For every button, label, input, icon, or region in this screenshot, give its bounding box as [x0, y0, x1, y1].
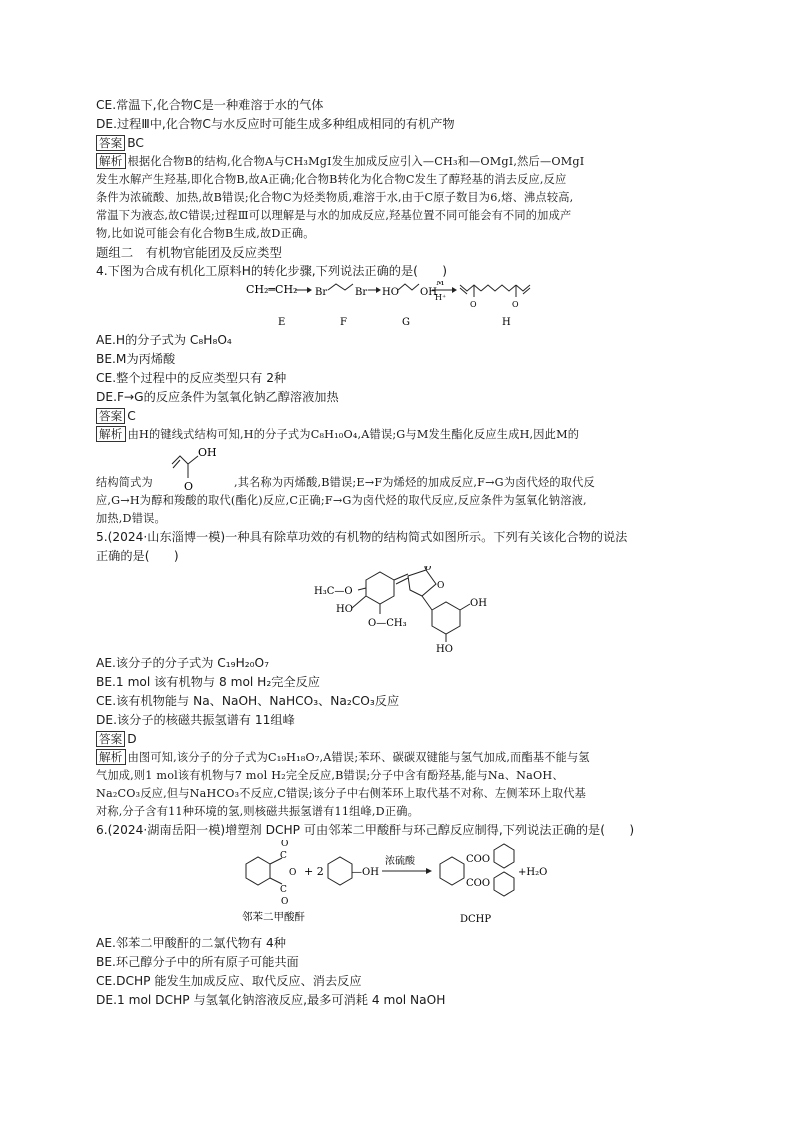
q6-label-anhydride: 邻苯二甲酸酐 — [242, 911, 305, 923]
q4-fig-h-plus: H⁺ — [435, 293, 447, 302]
q4-exp-line: ,其名称为丙烯酸,B错误;E→F为烯烃的加成反应,F→G为卤代烃的取代反 — [234, 476, 595, 489]
benzene-ring-right — [432, 602, 460, 634]
q6-c-top: C — [280, 851, 287, 861]
q6-option-d: DE.1 mol DCHP 与氢氧化钠溶液反应,最多可消耗 4 mol NaOH — [96, 993, 446, 1007]
bond-line — [270, 878, 282, 884]
q4-reaction-figure — [96, 281, 700, 331]
answer-tag: 答案 — [96, 731, 125, 747]
q6-water: +H₂O — [518, 867, 548, 878]
q6-coo-top: COO — [466, 854, 491, 865]
q5-ho-bottom: HO — [436, 644, 453, 654]
q4-answer-line — [96, 407, 700, 426]
q4-fig-o: O — [470, 300, 477, 309]
double-bond — [173, 460, 180, 468]
q4-fig-oh: OH — [420, 287, 437, 298]
q4-option-a: AE.H的分子式为 C₈H₈O₄ — [96, 333, 232, 347]
q4-exp-line: 结构简式为 — [96, 476, 153, 489]
q4-explanation — [96, 426, 700, 444]
q6-catalyst: 浓硫酸 — [385, 856, 415, 867]
q5-option-b: BE.1 mol 该有机物与 8 mol H₂完全反应 — [96, 675, 320, 689]
q4-option-d: DE.F→G的反应条件为氢氧化钠乙醇溶液加热 — [96, 390, 339, 404]
q4-explanation-cont — [96, 492, 700, 528]
benzene-ring — [440, 857, 464, 885]
q6-stem: 6.(2024·湖南岳阳一模)增塑剂 DCHP 可由邻苯二甲酸酐与环己醇反应制得,下列说法正确的是( ) — [96, 823, 635, 837]
q4-option-b: BE.M为丙烯酸 — [96, 352, 176, 366]
q5-answer-line — [96, 730, 700, 749]
q4-fig-e-formula: CH₂═CH₂ — [246, 283, 298, 296]
group-heading: 题组二 有机物官能团及反应类型 — [96, 245, 282, 260]
q5-structure-figure — [96, 566, 700, 654]
answer-tag: 答案 — [96, 408, 125, 424]
bond-line — [422, 596, 432, 610]
q6-o-top: O — [281, 840, 289, 849]
q3-exp-line: 根据化合物B的结构,化合物A与CH₃MgI发生加成反应引入—CH₃和—OMgI,然后—OMgI — [127, 155, 585, 168]
bond-line — [398, 284, 419, 290]
q4-fig-br: Br — [315, 287, 328, 298]
explanation-tag: 解析 — [96, 749, 126, 765]
explanation-tag: 解析 — [96, 153, 126, 169]
q6-plus2: + 2 — [304, 865, 324, 878]
q6-c-bottom: C — [280, 885, 287, 895]
q4-exp-line: 应,G→H为醇和羧酸的取代(酯化)反应,C正确;F→G为卤代烃的取代反应,反应条件为氢氧化钠溶液, — [96, 494, 587, 507]
q4-fig-o: O — [512, 300, 519, 309]
q5-option-c: CE.该有机物能与 Na、NaOH、NaHCO₃、Na₂CO₃反应 — [96, 694, 400, 708]
m-o-label: O — [184, 480, 194, 492]
q4-stem: 4.下图为合成有机化工原料H的转化步骤,下列说法正确的是( ) — [96, 264, 448, 278]
q6-o-bottom: O — [281, 897, 289, 907]
cyclohexyl-ring-bottom — [494, 872, 514, 896]
bond-line — [358, 588, 366, 590]
cyclohexane-ring — [328, 857, 352, 885]
q4-answer: C — [127, 409, 136, 423]
q4-fig-label-h: H — [502, 317, 511, 328]
q3-option-d: DE.过程Ⅲ中,化合物C与水反应时可能生成多种组成相同的有机产物 — [96, 117, 455, 131]
q6-option-c: CE.DCHP 能发生加成反应、取代反应、消去反应 — [96, 974, 362, 988]
q6-reaction-figure — [96, 840, 700, 934]
arrow-head — [426, 868, 432, 874]
q3-answer-line — [96, 134, 700, 153]
q3-answer: BC — [127, 136, 144, 150]
h-skeleton — [481, 285, 516, 291]
double-bond — [460, 288, 467, 294]
q6-option-b: BE.环己醇分子中的所有原子可能共面 — [96, 955, 299, 969]
m-oh-label: OH — [198, 446, 217, 459]
q4-fig-label-e: E — [278, 317, 286, 328]
q3-exp-line: 条件为浓硫酸、加热,故B错误;化合物C为烃类物质,难溶于水,由于C原子数目为6,熔、沸点较高, — [96, 191, 574, 204]
q5-exp-line: 气加成,则1 mol该有机物与7 mol H₂完全反应,B错误;分子中含有酚羟基,能与Na、NaOH、 — [96, 769, 564, 782]
q4-fig-label-f: F — [340, 317, 347, 328]
q4-option-c: CE.整个过程中的反应类型只有 2种 — [96, 371, 287, 385]
benzene-ring — [246, 857, 270, 885]
double-bond — [523, 288, 530, 294]
q5-exp-line: 由图可知,该分子的分子式为C₁₉H₁₈O₇,A错误;苯环、碳碳双键能与氢气加成,而酯基不能与氢 — [127, 751, 590, 764]
q5-exp-line: Na₂CO₃反应,但与NaHCO₃不反应,C错误;该分子中右侧苯环上取代基不对称、左侧苯环上取代基 — [96, 787, 587, 800]
q4-exp-line: 由H的键线式结构可知,H的分子式为C₈H₁₀O₄,A错误;G与M发生酯化反应生成H,因此M的 — [127, 428, 580, 441]
q4-fig-ho: HO — [382, 287, 399, 298]
q5-option-d: DE.该分子的核磁共振氢谱有 11组峰 — [96, 713, 295, 727]
arrow-head — [307, 287, 312, 293]
q6-reaction-scheme — [96, 840, 700, 934]
bond-line — [460, 604, 470, 610]
explanation-tag: 解析 — [96, 426, 126, 442]
bond-line — [352, 596, 366, 608]
q5-option-a: AE.该分子的分子式为 C₁₉H₂₀O₇ — [96, 656, 269, 670]
q4-fig-m: M — [436, 281, 445, 287]
bond-line — [328, 284, 353, 290]
page-content — [96, 96, 700, 1010]
q5-o-ring: O — [437, 581, 445, 591]
q5-h3co: H₃C—O — [314, 586, 353, 597]
q5-ho: HO — [336, 604, 353, 615]
q5-stem-1: 5.(2024·山东淄博一模)一种具有除草功效的有机物的结构简式如图所示。下列有关该化合物的说法 — [96, 530, 628, 544]
q6-label-dchp: DCHP — [460, 914, 492, 925]
q5-explanation — [96, 749, 700, 821]
q5-exp-line: 对称,分子含有11种环境的氢,则核磁共振氢谱有11组峰,D正确。 — [96, 805, 420, 818]
q3-option-c: CE.常温下,化合物C是一种难溶于水的气体 — [96, 98, 324, 112]
q5-oh: OH — [470, 598, 487, 609]
bond-line — [188, 456, 198, 464]
arrow-head — [376, 287, 381, 293]
cyclohexyl-ring-top — [494, 844, 514, 868]
q6-oh: —OH — [352, 867, 379, 878]
q3-explanation — [96, 153, 700, 243]
q4-exp-line: 加热,D错误。 — [96, 512, 166, 525]
q3-exp-line: 发生水解产生羟基,即化合物B,故A正确;化合物B转化为化合物C发生了醇羟基的消去反应,反应 — [96, 173, 567, 186]
answer-tag: 答案 — [96, 135, 125, 151]
q5-stem-2: 正确的是( ) — [96, 549, 179, 563]
arrow-head — [452, 287, 457, 293]
q3-exp-line: 常温下为液态,故C错误;过程Ⅲ可以理解是与水的加成反应,羟基位置不同可能会有不同的加成产 — [96, 209, 572, 222]
q6-coo-bottom: COO — [466, 878, 491, 889]
q6-option-a: AE.邻苯二甲酸酐的二氯代物有 4种 — [96, 936, 286, 950]
q4-reaction-scheme — [96, 281, 700, 331]
q4-fig-label-g: G — [402, 317, 410, 328]
q4-fig-br: Br — [355, 287, 368, 298]
q6-o-mid: O — [289, 868, 297, 878]
lactone-ring — [408, 570, 436, 596]
benzene-ring-left — [366, 572, 394, 604]
q5-molecule — [96, 566, 700, 654]
q5-answer: D — [127, 732, 137, 746]
q4-m-structure-row — [96, 444, 700, 492]
q3-exp-line: 物,比如说可能会有化合物B生成,故D正确。 — [96, 227, 315, 240]
q5-o-carbonyl: O — [424, 566, 432, 573]
q5-och3: O—CH₃ — [368, 618, 407, 629]
